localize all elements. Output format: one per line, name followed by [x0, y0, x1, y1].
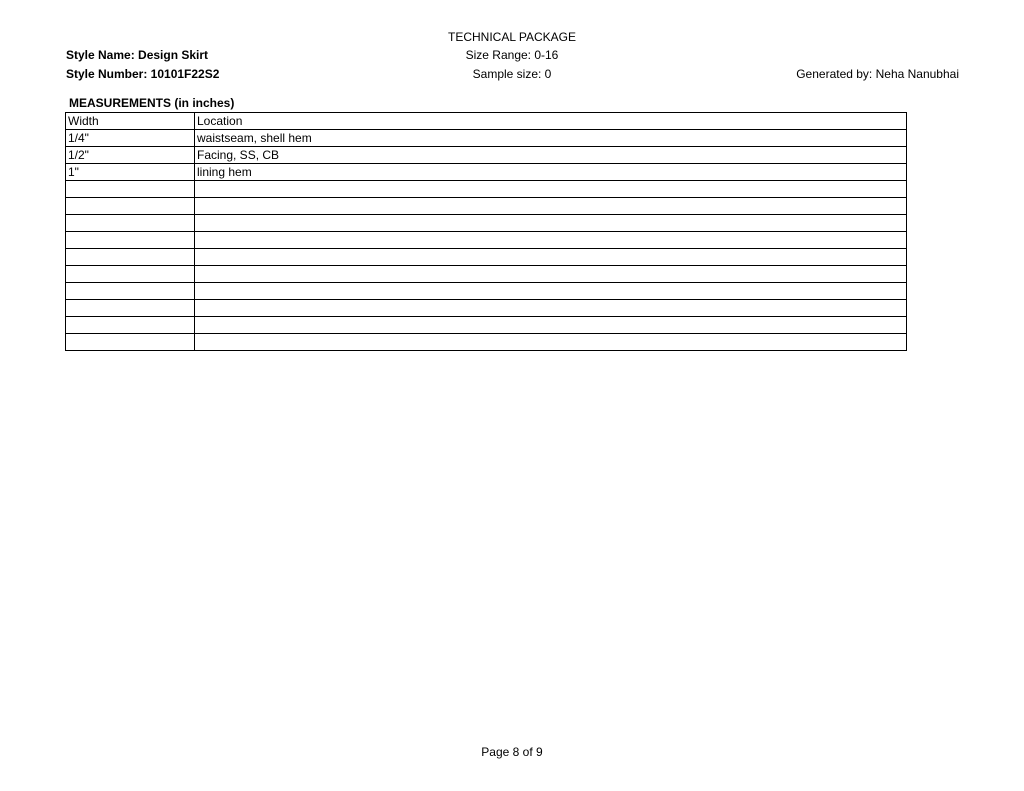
- table-row: [66, 266, 907, 283]
- style-number: Style Number: 10101F22S2: [66, 67, 220, 81]
- generated-by: Generated by: Neha Nanubhai: [796, 67, 959, 81]
- table-row: [66, 198, 907, 215]
- table-row: [66, 334, 907, 351]
- location-cell: [195, 249, 907, 266]
- table-row: [66, 164, 907, 181]
- table-row: [66, 215, 907, 232]
- location-cell: [195, 300, 907, 317]
- width-cell: [66, 317, 195, 334]
- location-cell: [195, 198, 907, 215]
- location-cell: lining hem: [195, 164, 907, 181]
- width-cell: [66, 283, 195, 300]
- location-cell: [195, 266, 907, 283]
- location-cell: [195, 215, 907, 232]
- width-cell: 1/4": [66, 130, 195, 147]
- table-row: [66, 249, 907, 266]
- width-cell: [66, 334, 195, 351]
- document-title: TECHNICAL PACKAGE: [447, 30, 577, 44]
- location-cell: waistseam, shell hem: [195, 130, 907, 147]
- table-row: [66, 283, 907, 300]
- location-cell: [195, 334, 907, 351]
- size-range: Size Range: 0-16: [465, 48, 559, 62]
- table-row: [66, 300, 907, 317]
- column-header-width: Width: [66, 113, 195, 130]
- table-row: [66, 317, 907, 334]
- column-header-location: Location: [195, 113, 907, 130]
- table-row: [66, 232, 907, 249]
- table-row: [66, 130, 907, 147]
- width-cell: [66, 198, 195, 215]
- location-cell: [195, 317, 907, 334]
- width-cell: [66, 300, 195, 317]
- measurements-table: [65, 112, 907, 351]
- page-number: Page 8 of 9: [481, 745, 543, 759]
- table-header-row: [66, 113, 907, 130]
- table-row: [66, 147, 907, 164]
- width-cell: [66, 181, 195, 198]
- width-cell: [66, 215, 195, 232]
- location-cell: [195, 181, 907, 198]
- width-cell: 1/2": [66, 147, 195, 164]
- width-cell: [66, 266, 195, 283]
- style-name: Style Name: Design Skirt: [66, 48, 209, 62]
- width-cell: [66, 232, 195, 249]
- sample-size: Sample size: 0: [472, 67, 552, 81]
- location-cell: [195, 283, 907, 300]
- location-cell: [195, 232, 907, 249]
- width-cell: [66, 249, 195, 266]
- width-cell: 1": [66, 164, 195, 181]
- section-title: MEASUREMENTS (in inches): [69, 96, 235, 110]
- location-cell: Facing, SS, CB: [195, 147, 907, 164]
- table-row: [66, 181, 907, 198]
